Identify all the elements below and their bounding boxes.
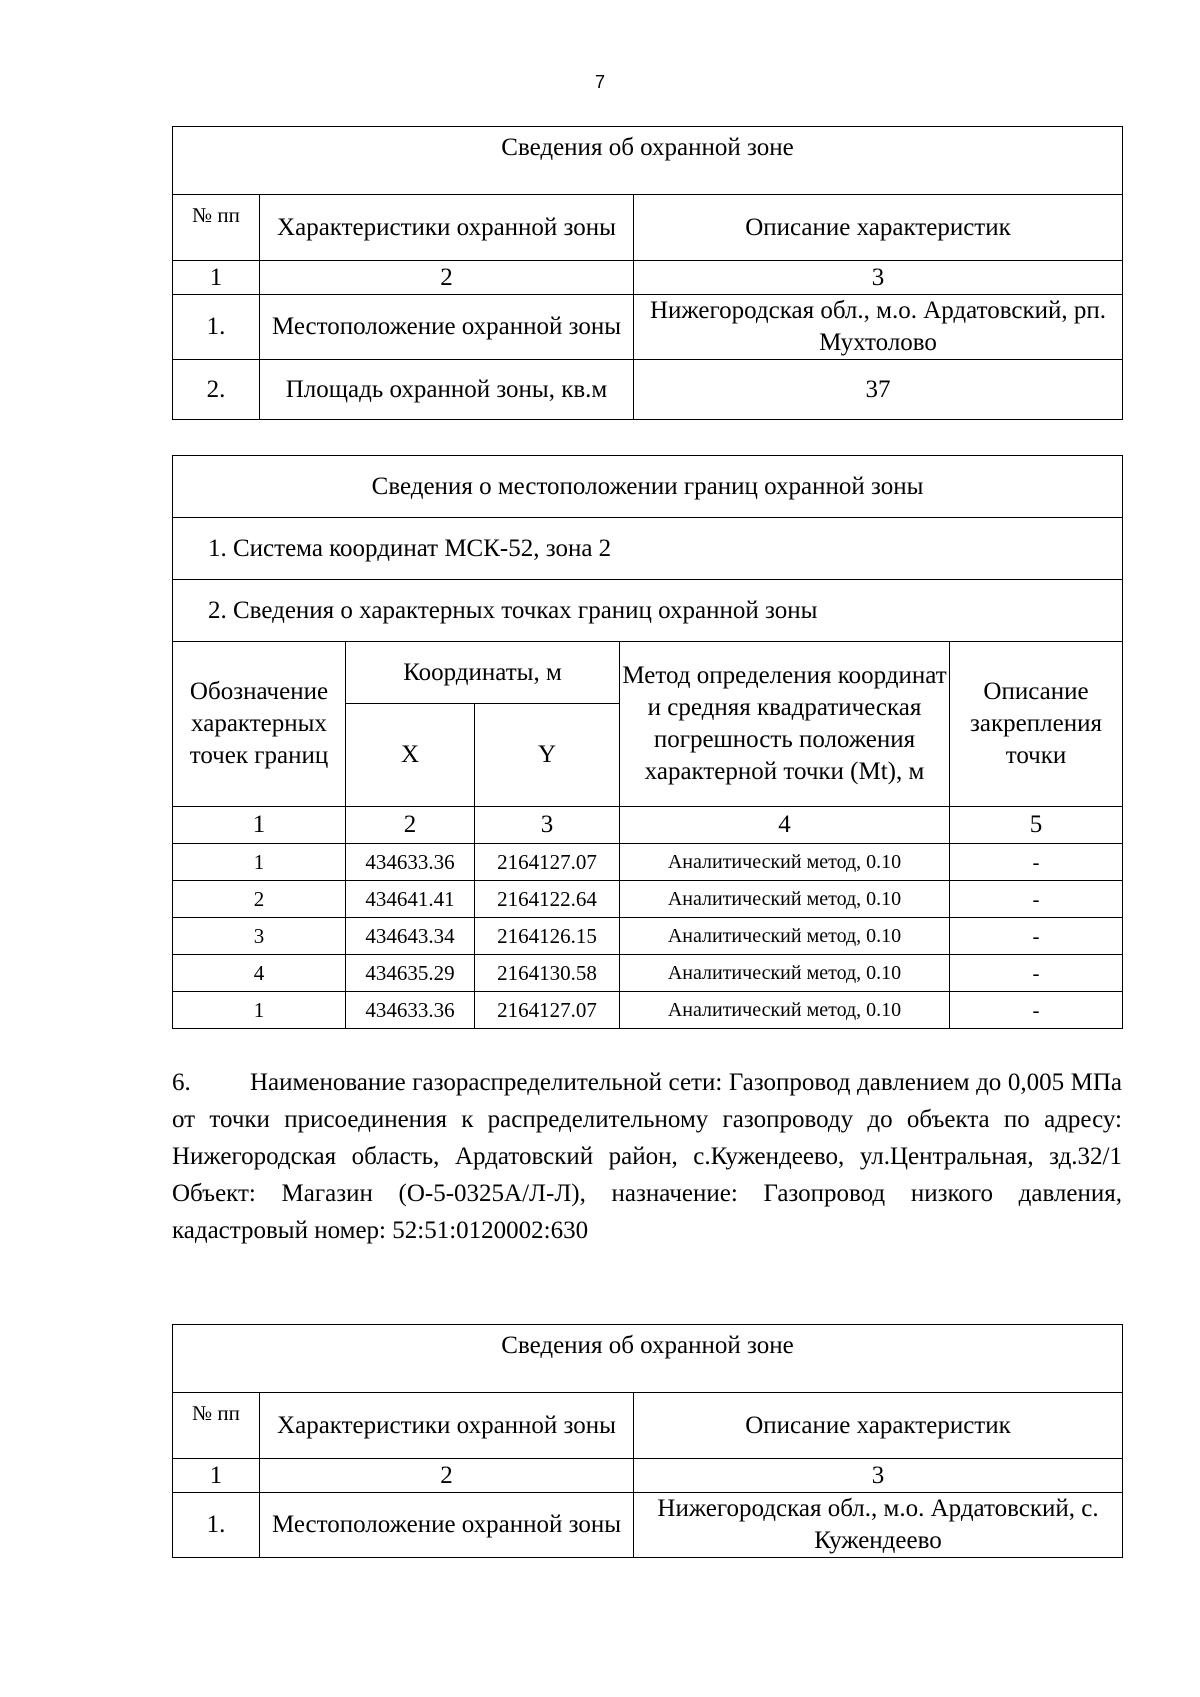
col-header-characteristic: Характеристики охранной зоны — [260, 195, 634, 261]
col-header-description: Описание характеристик — [634, 1393, 1123, 1459]
table-row — [173, 955, 1123, 992]
point-id: 1 — [173, 844, 346, 881]
point-fixing: - — [950, 955, 1123, 992]
row-description: 37 — [634, 360, 1123, 420]
table-row — [173, 1493, 1123, 1558]
row-number: 2. — [173, 360, 260, 420]
col-number: 3 — [634, 1459, 1123, 1493]
col-number: 1 — [173, 807, 346, 844]
point-id: 4 — [173, 955, 346, 992]
col-header-description: Описание характеристик — [634, 195, 1123, 261]
col-header-method: Метод определения координат и средняя квадратическая погрешность положения характерной точки (Mt), м — [620, 642, 950, 807]
table-title: Сведения о местоположении границ охранной зоны — [173, 456, 1123, 518]
point-method: Аналитический метод, 0.10 — [620, 881, 950, 918]
page-number: 7 — [594, 72, 605, 92]
point-y: 2164122.64 — [475, 881, 620, 918]
point-id: 2 — [173, 881, 346, 918]
col-number: 3 — [475, 807, 620, 844]
col-number: 2 — [346, 807, 475, 844]
row-number: 1. — [173, 1493, 260, 1558]
col-number: 5 — [950, 807, 1123, 844]
col-header-coordinates: Координаты, м — [346, 642, 620, 704]
col-header-point: Обозначение характерных точек границ — [173, 642, 346, 807]
row-description: Нижегородская обл., м.о. Ардатовский, с. Кужендеево — [634, 1493, 1123, 1558]
row-characteristic: Местоположение охранной зоны — [260, 1493, 634, 1558]
protection-zone-table-2 — [172, 1324, 1123, 1558]
col-number: 2 — [260, 1459, 634, 1493]
point-id: 1 — [173, 992, 346, 1029]
boundary-location-table — [172, 455, 1123, 1029]
section-paragraph — [172, 1064, 1122, 1249]
point-method: Аналитический метод, 0.10 — [620, 918, 950, 955]
col-header-x: X — [346, 704, 475, 807]
point-x: 434633.36 — [346, 992, 475, 1029]
table-row — [173, 844, 1123, 881]
col-number: 1 — [173, 261, 260, 295]
point-method: Аналитический метод, 0.10 — [620, 992, 950, 1029]
table-row — [173, 295, 1123, 360]
point-y: 2164130.58 — [475, 955, 620, 992]
col-header-characteristic: Характеристики охранной зоны — [260, 1393, 634, 1459]
point-x: 434635.29 — [346, 955, 475, 992]
table-row — [173, 992, 1123, 1029]
table-title: Сведения об охранной зоне — [173, 127, 1123, 195]
point-fixing: - — [950, 881, 1123, 918]
paragraph-text: Наименование газораспределительной сети: Газопровод давлением до 0,005 МПа от точки присоединения к распределительному газопроводу до объекта по адресу: Нижегородская область, Ардатовский район, с.Кужендеево, ул.Центральная, зд.32/1 Объект: Магазин (О-5-0325А/Л-Л), назначение: Газопровод низкого давления, кадастровый номер: 52:51:0120002:630 — [172, 1069, 1122, 1244]
row-characteristic: Местоположение охранной зоны — [260, 295, 634, 360]
point-fixing: - — [950, 992, 1123, 1029]
point-y: 2164126.15 — [475, 918, 620, 955]
row-number: 1. — [173, 295, 260, 360]
paragraph-number: 6. — [172, 1069, 191, 1096]
col-number: 4 — [620, 807, 950, 844]
point-y: 2164127.07 — [475, 992, 620, 1029]
point-x: 434641.41 — [346, 881, 475, 918]
col-number: 2 — [260, 261, 634, 295]
point-x: 434643.34 — [346, 918, 475, 955]
point-method: Аналитический метод, 0.10 — [620, 844, 950, 881]
protection-zone-table-1 — [172, 126, 1123, 420]
col-number: 1 — [173, 1459, 260, 1493]
point-method: Аналитический метод, 0.10 — [620, 955, 950, 992]
col-header-number: № пп — [173, 1393, 260, 1459]
col-header-number: № пп — [173, 195, 260, 261]
point-id: 3 — [173, 918, 346, 955]
row-characteristic: Площадь охранной зоны, кв.м — [260, 360, 634, 420]
table-row — [173, 918, 1123, 955]
table-row — [173, 360, 1123, 420]
point-y: 2164127.07 — [475, 844, 620, 881]
points-section-title: 2. Сведения о характерных точках границ охранной зоны — [173, 580, 1123, 642]
point-fixing: - — [950, 918, 1123, 955]
col-number: 3 — [634, 261, 1123, 295]
table-title: Сведения об охранной зоне — [173, 1325, 1123, 1393]
table-row — [173, 881, 1123, 918]
coordinate-system: 1. Система координат МСК-52, зона 2 — [173, 518, 1123, 580]
col-header-fixing: Описание закрепления точки — [950, 642, 1123, 807]
col-header-y: Y — [475, 704, 620, 807]
row-description: Нижегородская обл., м.о. Ардатовский, рп. Мухтолово — [634, 295, 1123, 360]
point-x: 434633.36 — [346, 844, 475, 881]
point-fixing: - — [950, 844, 1123, 881]
